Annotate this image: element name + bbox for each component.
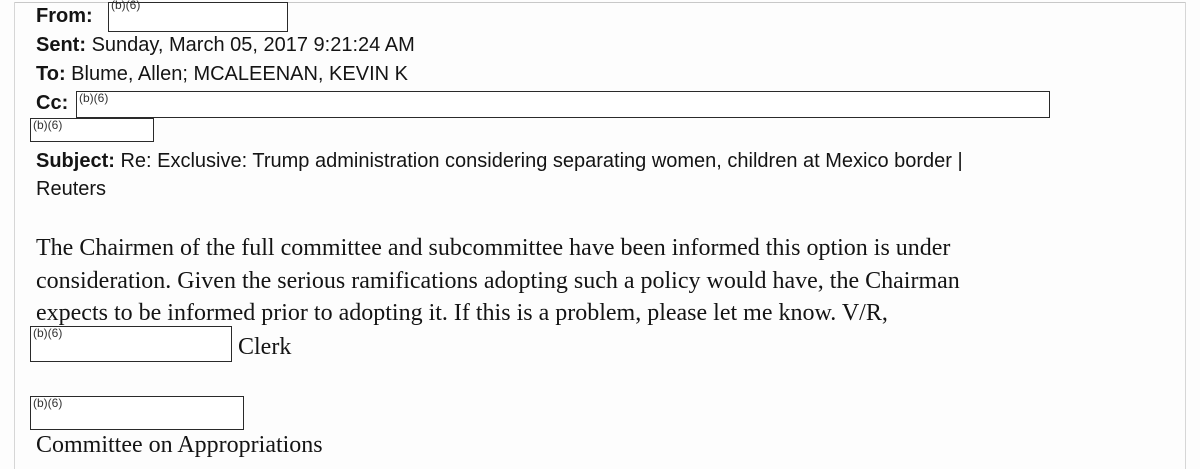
body-line-1: The Chairmen of the full committee and subcommittee have been informed this option is under [36,235,951,261]
cc-line [36,91,68,115]
cc-label: Cc: [36,92,69,114]
cc-redaction-code: (b)(6) [79,91,109,105]
page-left-border [14,2,15,469]
signature-name-redaction-box [30,326,232,362]
cc-redaction-box-2 [30,118,154,142]
sent-label: Sent: [36,34,86,56]
subject-continuation [36,177,106,201]
subject-line [36,149,963,173]
cc-redaction-code-2: (b)(6) [33,118,63,132]
subject-value-line1: Re: Exclusive: Trump administration considering separating women, children at Mexico border | [120,150,963,172]
body-line-3: expects to be informed prior to adopting it. If this is a problem, please let me know. V/R, [36,300,888,326]
from-redaction-box [108,2,288,32]
from-label: From: [36,5,93,27]
to-line [36,62,408,86]
cc-redaction-box [76,91,1050,118]
subject-label: Subject: [36,150,115,172]
subject-value-line2: Reuters [36,178,107,200]
signature-title: Clerk [238,334,292,360]
page-right-border [1185,2,1186,469]
to-label: To: [36,63,66,85]
signature-contact-redaction-code: (b)(6) [33,396,63,410]
signature-organization: Committee on Appropriations [36,432,323,458]
from-redaction-code: (b)(6) [111,0,141,12]
sent-line [36,33,415,57]
sent-value: Sunday, March 05, 2017 9:21:24 AM [91,34,415,56]
body-line-2: consideration. Given the serious ramifications adopting such a policy would have, the Chairman [36,268,960,294]
from-line [36,4,93,28]
to-value: Blume, Allen; MCALEENAN, KEVIN K [71,63,408,85]
signature-name-redaction-code: (b)(6) [33,326,63,340]
signature-contact-redaction-box [30,396,244,430]
